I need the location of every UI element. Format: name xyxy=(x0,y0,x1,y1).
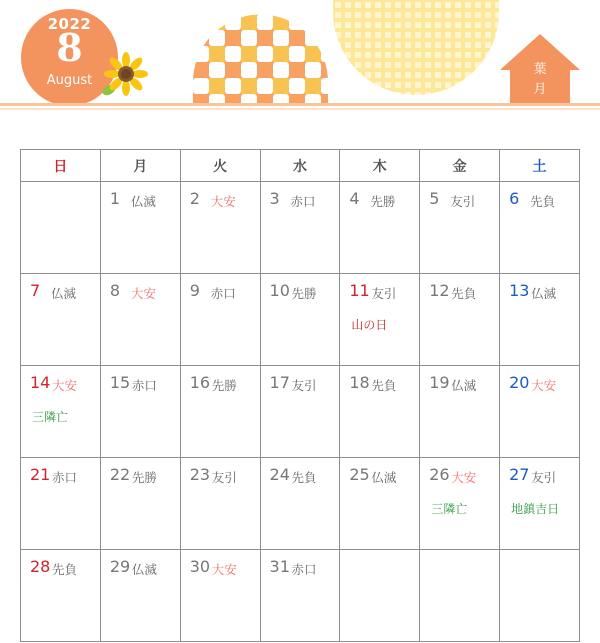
rokuyo-label: 先負 xyxy=(530,194,556,209)
rokuyo-label: 大安 xyxy=(531,378,557,393)
calendar-day-cell[interactable] xyxy=(100,182,180,274)
checkered-decoration xyxy=(193,14,328,106)
calendar-week-row xyxy=(21,182,580,274)
rokuyo-label: 赤口 xyxy=(291,562,317,577)
day-number: 19 xyxy=(429,373,450,392)
calendar-empty-cell xyxy=(500,550,580,642)
calendar-day-cell[interactable] xyxy=(260,458,340,550)
rokuyo-label: 友引 xyxy=(371,286,397,301)
calendar-day-cell[interactable] xyxy=(100,366,180,458)
rokuyo-label: 先負 xyxy=(291,470,317,485)
rokuyo-label: 友引 xyxy=(291,378,317,393)
day-number: 29 xyxy=(109,557,131,576)
calendar-day-cell[interactable] xyxy=(21,458,101,550)
calendar-day-cell[interactable] xyxy=(21,274,101,366)
sunflower-icon xyxy=(100,52,150,100)
rokuyo-label: 赤口 xyxy=(52,470,78,485)
rokuyo-label: 仏滅 xyxy=(531,286,557,301)
day-number: 7 xyxy=(30,281,41,300)
day-number: 22 xyxy=(109,465,131,484)
day-number: 30 xyxy=(189,557,211,576)
rokuyo-label: 仏滅 xyxy=(131,562,157,577)
day-number: 20 xyxy=(509,373,530,392)
japanese-month-char-1: 葉 xyxy=(533,62,547,77)
calendar-day-cell[interactable] xyxy=(420,274,500,366)
calendar-week-row xyxy=(21,550,580,642)
month-number: 8 xyxy=(56,25,83,70)
almanac-note: 三隣亡 xyxy=(431,502,468,516)
calendar-day-cell[interactable] xyxy=(100,458,180,550)
weekday-header: 日 xyxy=(21,150,101,182)
calendar-day-cell[interactable] xyxy=(100,274,180,366)
holiday-label: 山の日 xyxy=(351,318,388,332)
japanese-month-char-2: 月 xyxy=(533,82,547,97)
calendar-empty-cell xyxy=(420,550,500,642)
calendar-day-cell[interactable] xyxy=(260,550,340,642)
rokuyo-label: 赤口 xyxy=(131,378,157,393)
rokuyo-label: 友引 xyxy=(211,470,237,485)
calendar-day-cell[interactable] xyxy=(340,274,420,366)
rokuyo-label: 大安 xyxy=(210,194,236,209)
day-number: 26 xyxy=(429,465,450,484)
rokuyo-label: 大安 xyxy=(130,286,156,301)
calendar-day-cell[interactable] xyxy=(180,274,260,366)
calendar-day-cell[interactable] xyxy=(21,550,101,642)
calendar-day-cell[interactable] xyxy=(260,366,340,458)
calendar-day-cell[interactable] xyxy=(500,274,580,366)
header-divider xyxy=(0,103,600,106)
rokuyo-label: 赤口 xyxy=(290,194,316,209)
calendar-day-cell[interactable] xyxy=(180,550,260,642)
calendar-day-cell[interactable] xyxy=(500,182,580,274)
day-number: 4 xyxy=(349,189,360,208)
calendar-grid xyxy=(20,149,580,642)
day-number: 5 xyxy=(429,189,440,208)
day-number: 15 xyxy=(109,373,131,392)
rokuyo-label: 先勝 xyxy=(370,194,396,209)
day-number: 11 xyxy=(349,281,370,300)
weekday-header: 金 xyxy=(420,150,500,182)
day-number: 13 xyxy=(509,281,530,300)
calendar-day-cell[interactable] xyxy=(500,366,580,458)
day-number: 3 xyxy=(269,189,280,208)
weekday-header-row xyxy=(21,150,580,182)
weekday-header: 水 xyxy=(260,150,340,182)
rokuyo-label: 大安 xyxy=(211,562,237,577)
calendar-day-cell[interactable] xyxy=(340,366,420,458)
month-name: August xyxy=(46,73,93,88)
calendar-day-cell[interactable] xyxy=(260,182,340,274)
day-number: 27 xyxy=(509,465,530,484)
day-number: 14 xyxy=(30,373,51,392)
almanac-note: 地鎮吉日 xyxy=(511,502,560,516)
rokuyo-label: 先勝 xyxy=(211,378,237,393)
calendar-day-cell[interactable] xyxy=(260,274,340,366)
rokuyo-label: 先負 xyxy=(371,378,397,393)
rokuyo-label: 友引 xyxy=(450,194,476,209)
calendar-day-cell[interactable] xyxy=(420,458,500,550)
day-number: 18 xyxy=(349,373,370,392)
rokuyo-label: 先負 xyxy=(52,562,78,577)
calendar-day-cell[interactable] xyxy=(100,550,180,642)
rokuyo-label: 大安 xyxy=(52,378,78,393)
year-label: 2022 xyxy=(47,15,92,33)
calendar-day-cell[interactable] xyxy=(500,458,580,550)
rokuyo-label: 大安 xyxy=(451,470,477,485)
calendar-day-cell[interactable] xyxy=(340,182,420,274)
day-number: 10 xyxy=(269,281,290,300)
rokuyo-label: 仏滅 xyxy=(371,470,397,485)
rokuyo-label: 仏滅 xyxy=(51,286,77,301)
day-number: 31 xyxy=(269,557,290,576)
day-number: 23 xyxy=(189,465,211,484)
day-number: 16 xyxy=(189,373,211,392)
rokuyo-label: 友引 xyxy=(531,470,557,485)
calendar-day-cell[interactable] xyxy=(420,182,500,274)
calendar-empty-cell xyxy=(21,182,101,274)
day-number: 6 xyxy=(509,189,520,208)
calendar-day-cell[interactable] xyxy=(21,366,101,458)
house-shape xyxy=(500,34,580,106)
weekday-header: 木 xyxy=(340,150,420,182)
rokuyo-label: 先負 xyxy=(451,286,477,301)
calendar-day-cell[interactable] xyxy=(420,366,500,458)
rokuyo-label: 先勝 xyxy=(131,470,157,485)
day-number: 21 xyxy=(30,465,51,484)
day-number: 17 xyxy=(269,373,290,392)
rokuyo-label: 赤口 xyxy=(210,286,236,301)
header-divider-light xyxy=(0,108,600,110)
day-number: 28 xyxy=(30,557,51,576)
day-number: 9 xyxy=(189,281,200,300)
day-number: 12 xyxy=(429,281,450,300)
calendar-day-cell[interactable] xyxy=(340,458,420,550)
grid-decoration xyxy=(333,0,499,96)
day-number: 25 xyxy=(349,465,370,484)
calendar-week-row xyxy=(21,274,580,366)
day-number: 1 xyxy=(109,189,121,208)
rokuyo-label: 仏滅 xyxy=(451,378,477,393)
weekday-header: 月 xyxy=(100,150,180,182)
day-number: 2 xyxy=(189,189,200,208)
day-number: 24 xyxy=(269,465,290,484)
day-number: 8 xyxy=(109,281,121,300)
calendar-week-row xyxy=(21,366,580,458)
weekday-header: 土 xyxy=(500,150,580,182)
calendar-day-cell[interactable] xyxy=(180,366,260,458)
calendar-empty-cell xyxy=(340,550,420,642)
calendar-day-cell[interactable] xyxy=(180,182,260,274)
calendar-week-row xyxy=(21,458,580,550)
almanac-note: 三隣亡 xyxy=(32,410,69,424)
rokuyo-label: 仏滅 xyxy=(130,194,156,209)
rokuyo-label: 先勝 xyxy=(291,286,317,301)
weekday-header: 火 xyxy=(180,150,260,182)
calendar-day-cell[interactable] xyxy=(180,458,260,550)
